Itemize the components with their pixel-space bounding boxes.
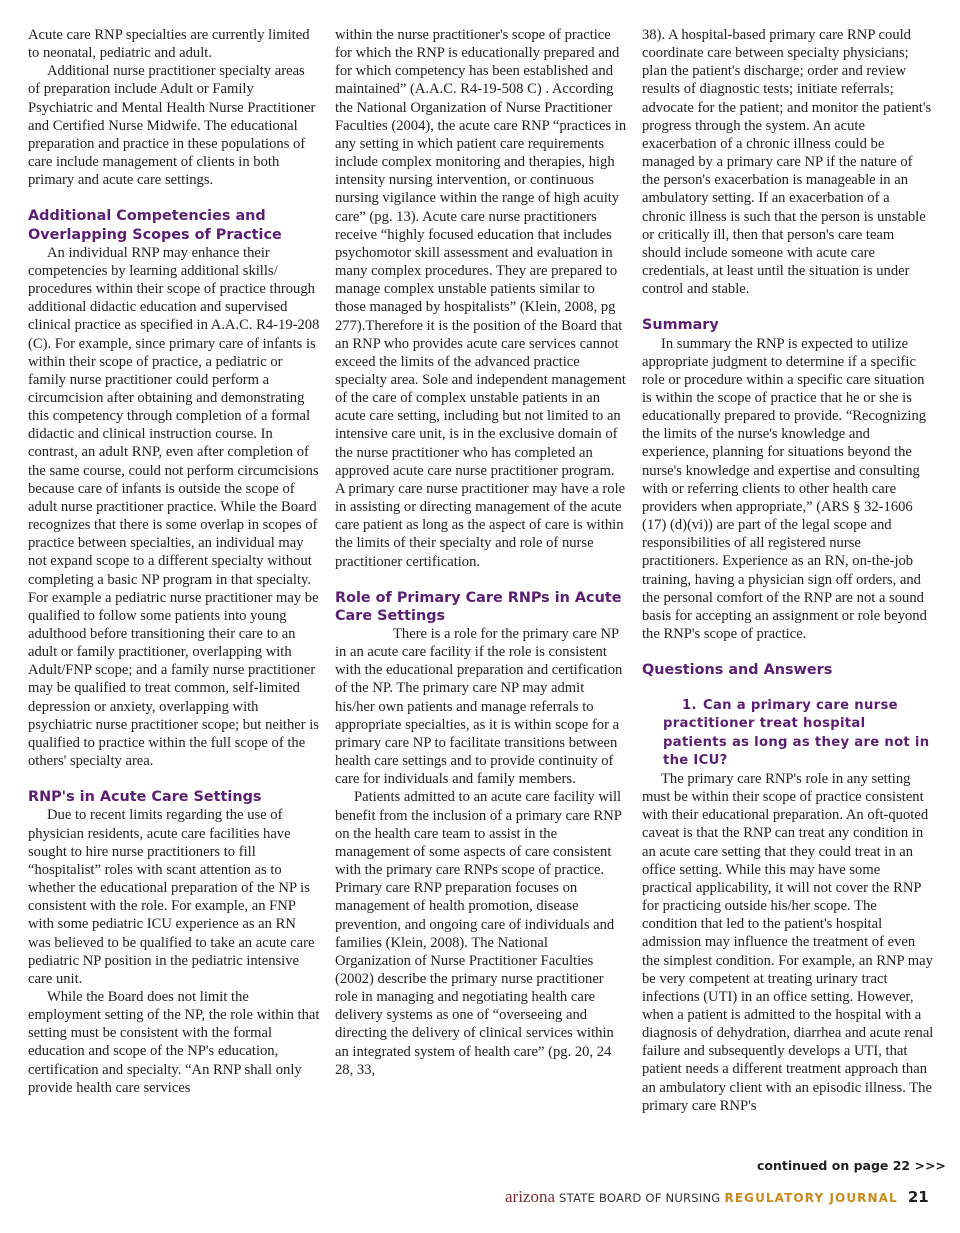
page-number: 21 <box>907 1188 929 1206</box>
paragraph: In summary the RNP is expected to utilize appropriate judgment to determine if a specific role or procedure within a specific care situation is within the scope of practice that he or she is educationally prepared to provide. “Recognizing the limits of the nurse's knowledge and experience, planning for situations beyond the nurse's knowledge and expertise and consulting with or referring clients to other health care providers when appropriate,” (ARS § 32-1606 (17) (d)(vi)) are part of the legal scope and responsibilities of all registered nurse practitioners. Experience as an RN, on-the-job training, having a physician sign off orders, and the personal comfort of the RNP are not a sound basis for accepting an assignment or role beyond the RNP's scope of practice. <box>642 335 927 642</box>
paragraph: Additional nurse practitioner specialty areas of preparation include Adult or Family Psychiatric and Mental Health Nurse Practitioner and Certified Nurse Midwife. The educational preparation and practice in these populations of care include management of clients in both primary and acute care settings. <box>28 63 316 189</box>
section-heading: Questions and Answers <box>642 662 833 679</box>
journal-name: REGULATORY JOURNAL <box>724 1191 898 1205</box>
paragraph: There is a role for the primary care NP in an acute care facility if the role is consistent with the educational preparation and certification of the NP. The primary care NP may admit his/her own patients and manage referrals to appropriate specialties, as it is within scope for a primary care NP to facilitate transitions between health care settings and to provide continuity of care for individuals and family members. <box>335 626 623 788</box>
paragraph: An individual RNP may enhance their competencies by learning additional skills/ procedures within their scope of practice through additional didactic education and supervised clinical practice as specified in A.A.C. R4-19-208 (C). For example, since primary care of infants is within their scope of practice, a pediatric or family nurse practitioner could perform a circumcision after obtaining and demonstrating this competency through completion of a formal didactic and clinical instruction course. In contrast, an adult RNP, even after completion of the same course, could not perform circumcisions because care of infants is outside the scope of adult nurse practitioner practice. While the Board recognizes that there is some overlap in scopes of practice between specialties, an individual may not expand scope to a different specialty without completing a basic NP program in that specialty. For example a pediatric nurse practitioner may be qualified to follow some patients into young adulthood before transitioning their care to an adult or family practitioner, overlapping with Adult/FNP scope; and a family nurse practitioner may be qualified to treat common, self-limited depression or anxiety, overlapping with psychiatric nurse practitioner scope; but neither is qualified to practice within the full scope of the others' specialty area. <box>28 244 320 770</box>
column-3 <box>642 26 934 1115</box>
paragraph: Acute care RNP specialties are currently limited to neonatal, pediatric and adult. <box>28 27 310 62</box>
section-heading: Summary <box>642 317 719 334</box>
brand-logo-text: arizona <box>505 1187 556 1206</box>
paragraph: Patients admitted to an acute care facility will benefit from the inclusion of a primary care RNP on the health care team to assist in the management of some aspects of care consistent with the primary care RNPs scope of practice. Primary care RNP preparation focuses on management of health promotion, disease prevention, and ongoing care of individuals and families (Klein, 2008). The National Organization of Nurse Practitioner Faculties (2002) describe the primary nurse practitioner role in managing and negotiating health care delivery systems as one of “overseeing and directing the delivery of clinical services within an integrated system of health care” (pg. 20, 24 28, 33, <box>335 789 622 1078</box>
question-number: 1. <box>682 698 697 714</box>
section-heading: Role of Primary Care RNPs in Acute Care Settings <box>335 589 622 624</box>
column-2 <box>335 26 627 1079</box>
page-footer <box>505 1187 929 1207</box>
board-name: STATE BOARD OF NURSING <box>559 1191 721 1205</box>
question <box>642 697 934 770</box>
question-text: Can a primary care nurse practitioner treat hospital patients as long as they are not in the ICU? <box>663 698 930 768</box>
section-heading: RNP's in Acute Care Settings <box>28 789 262 806</box>
column-1 <box>28 26 320 1097</box>
continued-link[interactable]: continued on page 22 >>> <box>757 1158 946 1173</box>
paragraph: 38). A hospital-based primary care RNP could coordinate care between specialty physicians; plan the patient's discharge; order and review results of diagnostic tests; initiate referrals; advocate for the patient; and monitor the patient's progress through the system. An acute exacerbation of a chronic illness could be managed by a primary care NP if the nature of the person's exacerbation is manageable in an ambulatory setting. If an exacerbation of a chronic illness is such that the person is unstable or critically ill, then that person's care team should include someone with acute care credentials, at least until the situation is under control and stable. <box>642 27 932 298</box>
section-heading: Additional Competencies and Overlapping Scopes of Practice <box>28 208 282 243</box>
paragraph: within the nurse practitioner's scope of practice for which the RNP is educationally prepared and for which competency has been established and maintained” (A.A.C. R4-19-508 C) . According the National Organization of Nurse Practitioner Faculties (2004), the acute care RNP “practices in any setting in which patient care requirements include complex monitoring and therapies, high intensity nursing intervention, or continuous nursing vigilance within the range of high acuity care” (pg. 13). Acute care nurse practitioners receive “highly focused education that includes psychomotor skill assessment and evaluation in many complex procedures. They are prepared to manage complex unstable patients similar to those managed by hospitalists” (Klein, 2008, pg 277).Therefore it is the position of the Board that an RNP who provides acute care services cannot exceed the limits of the advanced practice specialty area. Sole and independent management of the care of complex unstable patients in an acute care setting, including but not limited to an intensive care unit, is in the exclusive domain of the nurse practitioner who has completed an approved acute care nurse practitioner program. A primary care nurse practitioner may have a role in assisting or directing management of the acute care patient as long as the aspect of care is within the limits of their specialty and role of nurse practitioner certification. <box>335 27 627 570</box>
paragraph: While the Board does not limit the employment setting of the NP, the role within that setting must be consistent with the formal education and scope of the NP's education, certification and specialty. “An RNP shall only provide health care services <box>28 988 320 1096</box>
paragraph: The primary care RNP's role in any setting must be within their scope of practice consistent with their educational preparation. An oft-quoted caveat is that the RNP can treat any condition in an acute care setting that they could treat in an office setting. While this may have some practical applicability, it will not cover the RNP for practicing outside his/her scope. The condition that led to the patient's hospital admission may influence the treatment of even the simplest condition. For example, an RNP may be very competent at treating urinary tract infections (UTI) in an office setting. However, when a patient is admitted to the hospital with a diagnosis of dehydration, diarrhea and acute renal failure and subsequently develops a UTI, that patient needs a different treatment approach than an ambulatory client with an episodic illness. The primary care RNP's <box>642 770 934 1114</box>
paragraph: Due to recent limits regarding the use of physician residents, acute care facilities have sought to hire nurse practitioners to fill “hospitalist” roles with scant attention as to whether the educational preparation of the NP is consistent with the role. For example, an FNP with some pediatric ICU experience as an RN was believed to be qualified to take an acute care pediatric NP position in the pediatric intensive care unit. <box>28 807 315 987</box>
